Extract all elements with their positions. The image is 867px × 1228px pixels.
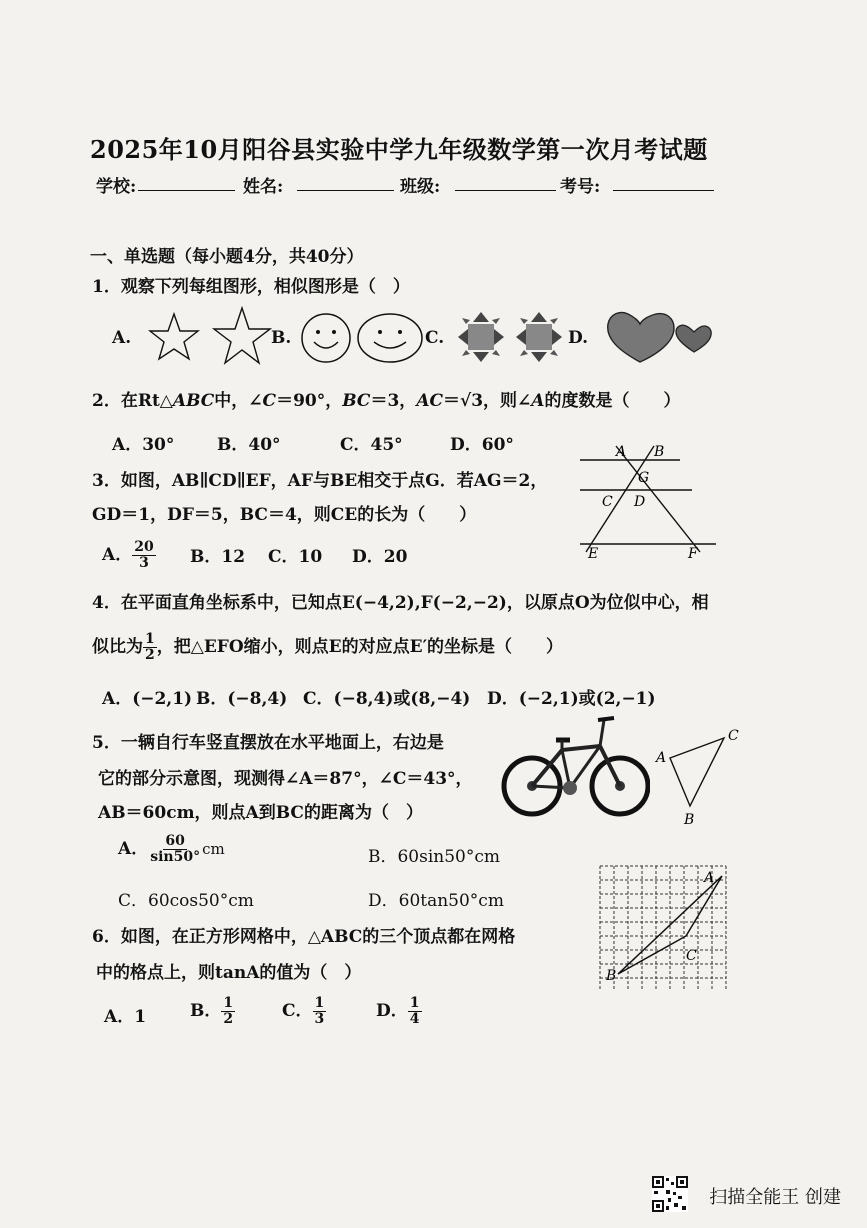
- triangle-abc: [670, 738, 724, 806]
- label-b: B: [606, 968, 617, 984]
- q2-option-a: A．30°: [112, 435, 175, 455]
- label-b: B: [654, 444, 665, 460]
- q4-stem-line1: 4．在平面直角坐标系中，已知点E(−4,2),F(−2,−2)，以原点O为位似中心，相: [92, 593, 709, 613]
- q5-option-b: B．60sin50°cm: [368, 847, 501, 867]
- name-label: 姓名:: [243, 177, 284, 197]
- q4-stem-line2: 似比为 $\frac{1}{2}$ ，把△EFO缩小，则点E的对应点E′的坐标是（ ）: [92, 631, 564, 663]
- q5-stem-line2: 它的部分示意图，现测得∠A＝87°，∠C＝43°，: [98, 769, 473, 789]
- qr-code-icon: [652, 1176, 688, 1212]
- heart-icon-small: [676, 325, 711, 352]
- q6-option-d: D． $\frac{1}{4}$: [376, 995, 420, 1027]
- q4-option-a: A．(−2,1): [102, 689, 193, 709]
- q2-stem: 2．在Rt△ABC中，∠C＝90°，BC＝3，AC＝√3，则∠A的度数是（ ）: [92, 391, 681, 411]
- q6-option-c: C． $\frac{1}{3}$: [282, 995, 325, 1027]
- q6-option-b: B． $\frac{1}{2}$: [190, 995, 234, 1027]
- bicycle-image: [500, 706, 650, 818]
- label-c: C: [686, 948, 697, 964]
- q3-option-c: C．10: [268, 547, 323, 567]
- q3-stem-line1: 3．如图，AB∥CD∥EF，AF与BE相交于点G．若AG＝2，: [92, 471, 548, 491]
- q1-stem: 1．观察下列每组图形，相似图形是（ ）: [92, 277, 410, 297]
- smiley-circle-icon: [302, 314, 350, 362]
- label-d: D: [634, 494, 646, 510]
- q1-option-b: B.: [271, 328, 292, 348]
- fraction: $\frac{20}{3}$: [134, 539, 154, 571]
- school-label: 学校:: [96, 177, 137, 197]
- q1-stars-figure: [146, 306, 272, 366]
- q2-option-d: D．60°: [450, 435, 514, 455]
- triangle-abc: [618, 876, 722, 974]
- label-e: E: [588, 546, 599, 560]
- q1-arrows-figure: [456, 310, 568, 364]
- label-c: C: [602, 494, 613, 510]
- label-a: A: [656, 750, 667, 766]
- q6-stem-line2: 中的格点上，则tanA的值为（ ）: [96, 963, 362, 983]
- page-title: 2025年10月阳谷县实验中学九年级数学第一次月考试题: [90, 135, 708, 164]
- q2-option-b: B．40°: [217, 435, 281, 455]
- q5-triangle-figure: [648, 720, 748, 830]
- number-label: 考号:: [560, 177, 601, 197]
- label-a: A: [616, 444, 627, 460]
- q1-option-c: C.: [425, 328, 445, 348]
- q3-option-b: B．12: [190, 547, 246, 567]
- q3-stem-line2: GD＝1，DF＝5，BC＝4，则CE的长为（ ）: [92, 505, 477, 525]
- label-c: C: [728, 728, 739, 744]
- q4-option-c: C．(−8,4)或(8,−4): [303, 689, 471, 709]
- q2-option-c: C．45°: [340, 435, 403, 455]
- scanner-watermark: 扫描全能王 创建: [709, 1187, 841, 1208]
- fraction: $\frac{1}{2}$: [223, 995, 234, 1027]
- fraction: $\frac{60}{\sin 50^\circ}$: [150, 833, 201, 865]
- line-af: [616, 446, 700, 552]
- class-field[interactable]: [455, 190, 556, 191]
- q5-stem-line3: AB＝60cm，则点A到BC的距离为（ ）: [98, 803, 423, 823]
- fraction: $\frac{1}{3}$: [314, 995, 325, 1027]
- q4-option-d: D．(−2,1)或(2,−1): [487, 689, 656, 709]
- number-field[interactable]: [613, 190, 714, 191]
- fraction: $\frac{1}{2}$: [145, 631, 155, 663]
- four-arrow-icon-2: [516, 312, 562, 362]
- fraction: $\frac{1}{4}$: [409, 995, 420, 1027]
- q5-option-c: C．60cos50°cm: [118, 891, 254, 911]
- section-heading: 一、单选题（每小题4分，共40分）: [90, 247, 364, 267]
- q1-option-d: D.: [568, 328, 589, 348]
- smiley-oval-icon: [358, 314, 422, 362]
- four-arrow-icon-1: [458, 312, 504, 362]
- q1-smileys-figure: [300, 312, 426, 364]
- q5-stem-line1: 5．一辆自行车竖直摆放在水平地面上，右边是: [92, 733, 444, 753]
- label-b: B: [684, 812, 695, 828]
- q6-stem-line1: 6．如图，在正方形网格中，△ABC的三个顶点都在网格: [92, 927, 516, 947]
- label-f: F: [688, 546, 698, 560]
- q6-option-a: A．1: [104, 1007, 147, 1027]
- star-shape-small: [150, 314, 198, 359]
- q5-option-d: D．60tan50°cm: [368, 891, 504, 911]
- q3-parallel-lines-figure: [570, 440, 730, 560]
- q1-hearts-figure: [604, 308, 714, 364]
- q3-option-d: D．20: [352, 547, 408, 567]
- school-field[interactable]: [138, 190, 235, 191]
- class-label: 班级:: [400, 177, 441, 197]
- q1-option-a: A.: [112, 328, 132, 348]
- q3-option-a: A． $\frac{20}{3}$: [102, 539, 154, 571]
- label-g: G: [638, 470, 650, 486]
- star-shape-large: [214, 308, 270, 363]
- label-a: A: [704, 870, 715, 886]
- name-field[interactable]: [297, 190, 394, 191]
- q6-grid-figure: [596, 862, 732, 990]
- q5-option-a: A． $\frac{60}{\sin 50^\circ}$ cm: [118, 833, 225, 865]
- heart-icon-large: [608, 312, 674, 362]
- q4-option-b: B．(−8,4): [196, 689, 288, 709]
